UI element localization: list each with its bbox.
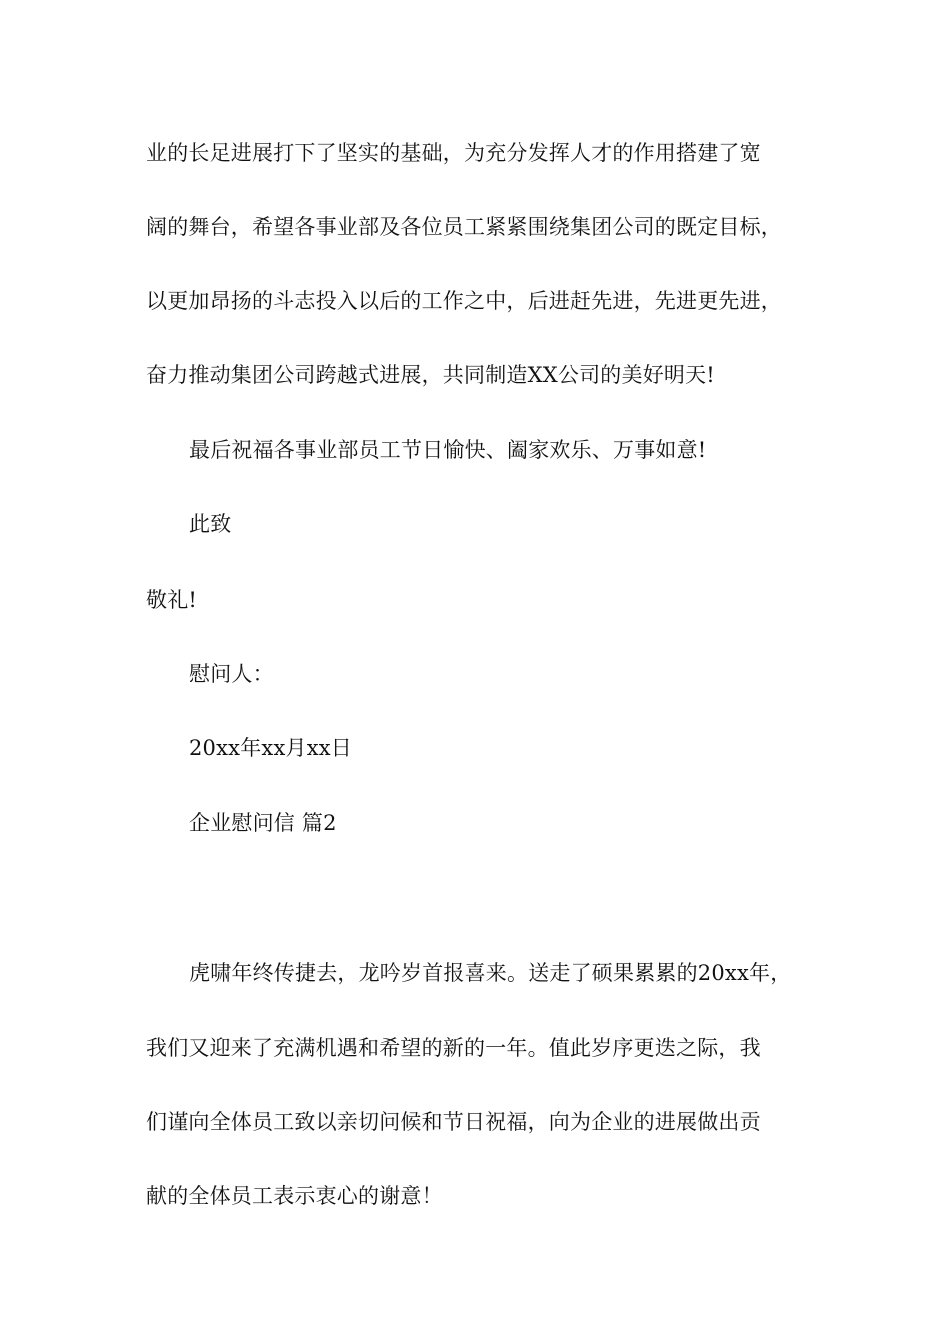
paragraph-line: 虎啸年终传捷去，龙吟岁首报喜来。送走了硕果累累的20xx年， [189,961,792,985]
salutation-line: 此致 [189,512,232,536]
paragraph-line: 们谨向全体员工致以亲切问候和节日祝福，向为企业的进展做出贡 [146,1110,761,1134]
paragraph-line: 阔的舞台，希望各事业部及各位员工紧紧围绕集团公司的既定目标， [146,215,782,239]
paragraph-line: 以更加昂扬的斗志投入以后的工作之中，后进赶先进，先进更先进， [146,289,782,313]
paragraph-line: 我们又迎来了充满机遇和希望的新的一年。值此岁序更迭之际，我 [146,1036,761,1060]
blessing-line: 最后祝福各事业部员工节日愉快、阖家欢乐、万事如意! [189,438,707,462]
section-title: 企业慰问信 篇2 [189,811,337,835]
signer-label: 慰问人： [189,662,274,686]
paragraph-line: 献的全体员工表示衷心的谢意！ [146,1184,443,1208]
paragraph-line: 业的长足进展打下了坚实的基础，为充分发挥人才的作用搭建了宽 [146,141,761,165]
paragraph-line: 奋力推动集团公司跨越式进展，共同制造XX公司的美好明天! [146,363,715,387]
date-line: 20xx年xx月xx日 [189,736,352,760]
salutation-closing: 敬礼! [146,588,198,612]
